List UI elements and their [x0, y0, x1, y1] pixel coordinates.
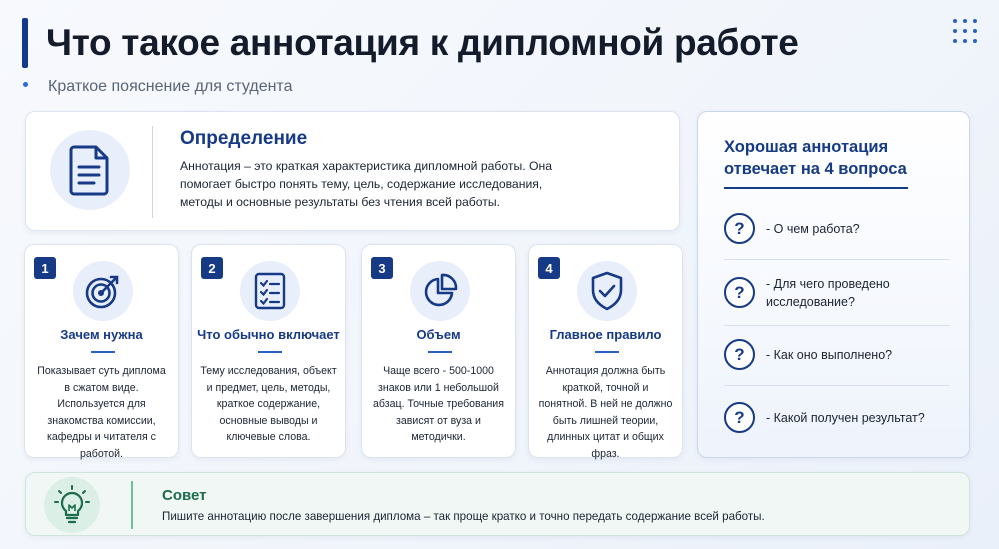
feature-underline [595, 351, 619, 353]
feature-card-contents [191, 244, 346, 458]
feature-title: Главное правило [549, 327, 662, 342]
page-title: Что такое аннотация к дипломной работе [46, 22, 799, 63]
definition-text: Аннотация – это краткая характеристика дипломной работы. Она помогает быстро понять тему, цель, содержание исследования, методы и основные результаты без чтения всей работы. [180, 159, 552, 209]
feature-text: Аннотация должна быть краткой, точной и понятной. В ней не должно быть лишней теории, длинных цитат и общих фраз. [538, 365, 673, 460]
question-item [724, 209, 954, 249]
feature-text: Чаще всего - 500-1000 знаков или 1 небольшой абзац. Точные требования зависят от вуза и методички. [373, 365, 504, 443]
lightbulb-icon [44, 477, 100, 533]
feature-card-volume [361, 244, 516, 458]
tip-text: Пишите аннотацию после завершения диплома – так проще кратко и точно передать содержание всей работы. [162, 510, 765, 523]
question-mark-icon: ? [724, 402, 755, 433]
question-divider [724, 325, 950, 326]
shield-check-icon [577, 261, 637, 321]
question-item [724, 273, 954, 313]
pie-chart-icon [410, 261, 470, 321]
tip-card [25, 472, 970, 536]
definition-card [25, 111, 680, 231]
subtitle-dot [23, 82, 28, 87]
number-badge: 1 [34, 257, 56, 279]
question-text: - Как оно выполнено? [766, 348, 893, 362]
question-item [724, 398, 954, 438]
question-text: - Какой получен результат? [766, 411, 925, 425]
feature-text: Показывает суть диплома в сжатом виде. Используется для знакомства комиссии, кафедры и читателя с работой. [37, 365, 166, 460]
question-divider [724, 385, 950, 386]
feature-underline [428, 351, 452, 353]
questions-underline [724, 187, 908, 189]
question-mark-icon: ? [724, 213, 755, 244]
question-mark-icon: ? [724, 277, 755, 308]
page-subtitle: Краткое пояснение для студента [48, 78, 293, 95]
feature-title: Объем [416, 327, 461, 342]
title-accent-bar [22, 18, 28, 68]
feature-title: Что обычно включает [197, 327, 340, 342]
definition-title: Определение [180, 128, 308, 149]
checklist-icon [240, 261, 300, 321]
feature-card-purpose [24, 244, 179, 458]
feature-card-main-rule [528, 244, 683, 458]
definition-divider [152, 126, 153, 218]
feature-title: Зачем нужна [60, 327, 143, 342]
questions-title: Хорошая аннотация отвечает на 4 вопроса [724, 138, 907, 178]
feature-underline [258, 351, 282, 353]
question-mark-icon: ? [724, 339, 755, 370]
number-badge: 4 [538, 257, 560, 279]
dots-grid-icon [953, 19, 977, 43]
number-badge: 2 [201, 257, 223, 279]
question-text: - О чем работа? [766, 222, 860, 236]
tip-title: Совет [162, 487, 207, 504]
questions-card [697, 111, 970, 458]
question-text: - Для чего проведено исследование? [766, 277, 890, 309]
tip-divider [131, 481, 133, 529]
feature-underline [91, 351, 115, 353]
question-item [724, 335, 954, 375]
document-icon [50, 130, 130, 210]
feature-text: Тему исследования, объект и предмет, цель, методы, краткое содержание, основные выводы и ключевые слова. [200, 365, 337, 443]
number-badge: 3 [371, 257, 393, 279]
question-divider [724, 259, 950, 260]
target-icon [73, 261, 133, 321]
